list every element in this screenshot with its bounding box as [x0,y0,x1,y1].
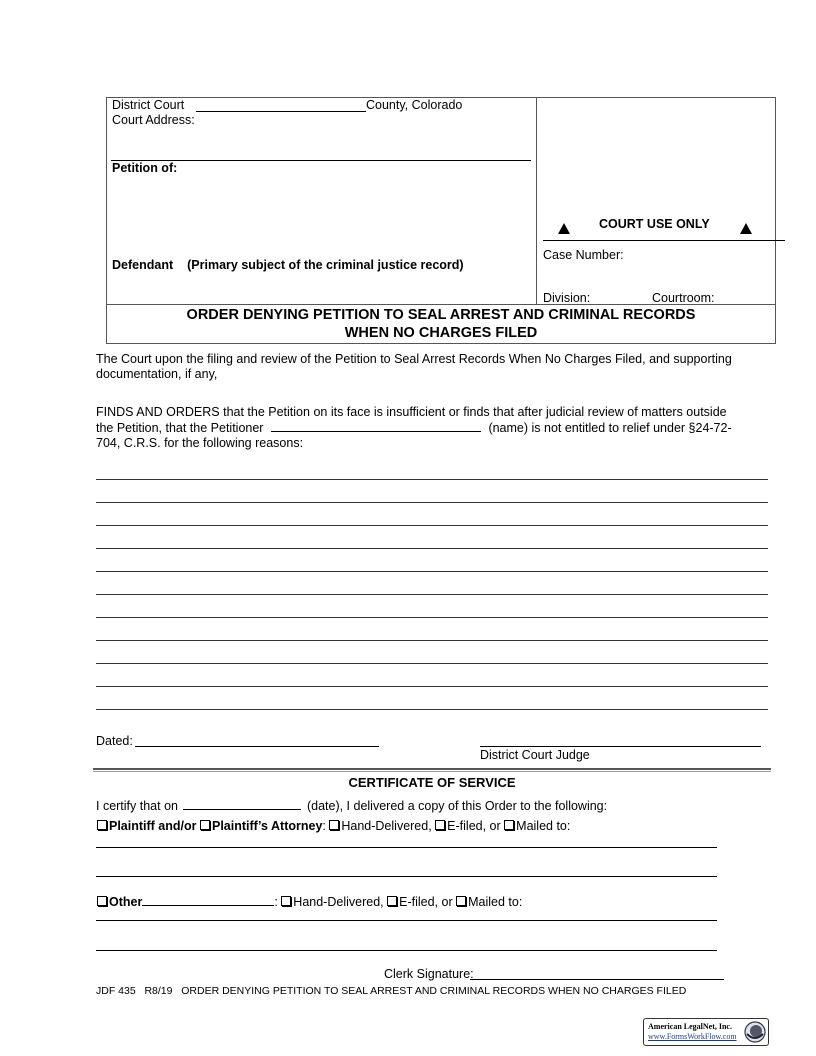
other-hand-delivered-checkbox[interactable] [281,896,291,906]
reason-line[interactable] [96,709,768,710]
district-court-label: District Court [112,98,185,112]
plaintiff-address-line[interactable] [96,876,717,877]
globe-icon [744,1021,766,1043]
courtroom-label: Courtroom: [652,291,715,305]
certify-statement: I certify that on (date), I delivered a copy of this Order to the following: [96,799,608,813]
other-e-filed-checkbox[interactable] [387,896,397,906]
title-line-2: WHEN NO CHARGES FILED [344,325,538,341]
section-separator-thin [93,771,771,772]
service-date-blank[interactable] [183,798,301,810]
other-address-line[interactable] [96,950,717,951]
reason-line[interactable] [96,548,768,549]
petition-of-label: Petition of: [112,161,178,175]
section-separator [93,768,771,770]
reason-line[interactable] [96,594,768,595]
other-address-line[interactable] [96,920,717,921]
division-label: Division: [543,291,591,305]
plaintiff-service-row: Plaintiff and/or Plaintiff’s Attorney: Hand-Delivered, E-filed, or Mailed to: [97,819,570,833]
plaintiff-attorney-checkbox[interactable] [200,820,210,830]
other-checkbox[interactable] [97,896,107,906]
reason-line[interactable] [96,663,768,664]
case-number-label: Case Number: [543,248,624,262]
county-blank[interactable] [196,111,366,112]
caption-box [106,97,776,305]
court-use-only-label: COURT USE ONLY [599,217,710,231]
petitioner-name-blank[interactable] [271,420,481,432]
judge-signature-line[interactable] [480,746,761,747]
plaintiff-checkbox[interactable] [97,820,107,830]
hand-delivered-checkbox[interactable] [329,820,339,830]
american-legalnet-logo: American LegalNet, Inc. www.FormsWorkFlow.com [643,1018,769,1046]
reason-line[interactable] [96,479,768,480]
court-use-line [543,240,785,241]
certificate-heading: CERTIFICATE OF SERVICE [348,775,516,790]
reason-line[interactable] [96,525,768,526]
dated-label: Dated: [96,734,133,748]
plaintiff-address-line[interactable] [96,847,717,848]
other-mailed-checkbox[interactable] [456,896,466,906]
clerk-signature-label: Clerk Signature: [384,967,474,981]
findings-paragraph: FINDS AND ORDERS that the Petition on its face is insufficient or finds that after judicial review of matters outside the Petition, that the Petitioner (name) is not entitled to relief under §24-72- 704, C.R.S. for the following reasons: [96,405,732,450]
mailed-checkbox[interactable] [504,820,514,830]
county-label: County, Colorado [366,98,463,112]
e-filed-checkbox[interactable] [435,820,445,830]
court-address-label: Court Address: [112,113,195,127]
reason-line[interactable] [96,617,768,618]
reason-line[interactable] [96,502,768,503]
defendant-label: Defendant (Primary subject of the criminal justice record) [112,258,464,272]
judge-label: District Court Judge [480,748,590,762]
dated-blank[interactable] [135,746,379,747]
reason-line[interactable] [96,571,768,572]
order-title [106,304,776,344]
form-footer: JDF 435 R8/19 ORDER DENYING PETITION TO SEAL ARREST AND CRIMINAL RECORDS WHEN NO CHARGES FILED [96,985,687,997]
caption-divider [536,97,537,305]
intro-paragraph: The Court upon the filing and review of the Petition to Seal Arrest Records When No Charges Filed, and supporting documentation, if any, [96,352,732,381]
reason-line[interactable] [96,640,768,641]
other-service-row: Other : Hand-Delivered, E-filed, or Mailed to: [97,894,522,909]
up-arrow-left-icon [558,223,570,234]
other-name-blank[interactable] [142,894,274,906]
reason-line[interactable] [96,686,768,687]
clerk-signature-line[interactable] [470,979,724,980]
title-line-1: ORDER DENYING PETITION TO SEAL ARREST AND CRIMINAL RECORDS [186,307,696,323]
up-arrow-right-icon [740,223,752,234]
